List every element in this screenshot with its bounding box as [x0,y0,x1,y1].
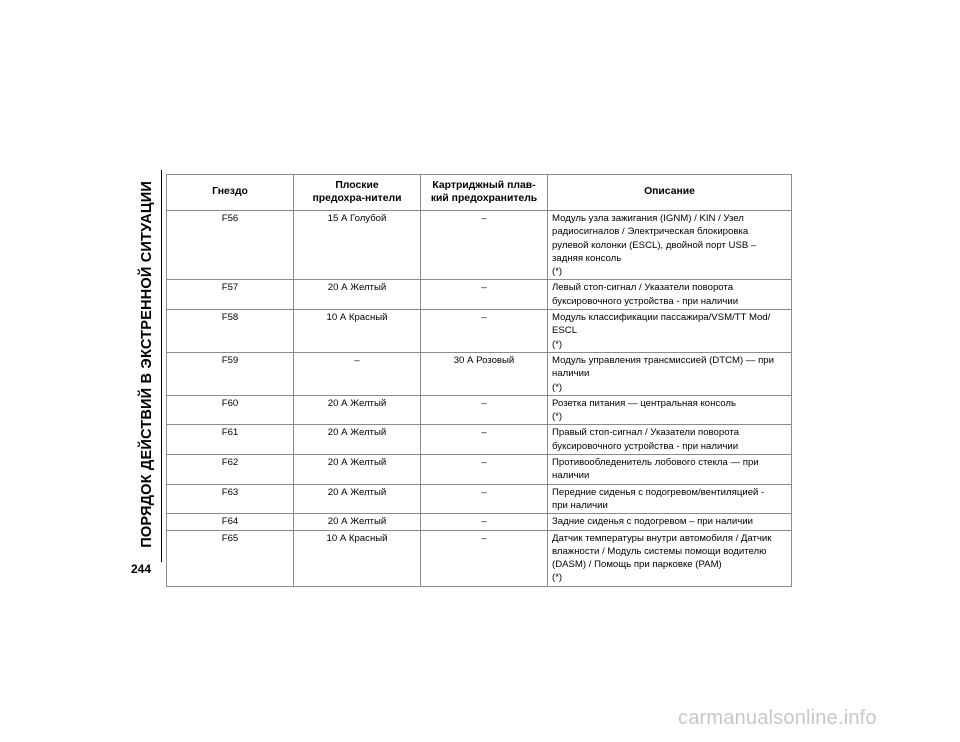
cell-cartridge-fuse: – [421,425,548,455]
description-line: рулевой колонки (ESCL), двойной порт USB – [552,239,757,251]
cell-socket: F62 [167,455,294,485]
table-row [167,352,792,395]
header-cartridge-fuse [421,175,548,211]
cell-blade-fuse: 20 А Желтый [294,395,421,425]
table-row [167,280,792,310]
cell-blade-fuse: 15 А Голубой [294,211,421,280]
cell-description [548,395,792,425]
header-socket: Гнездо [167,175,294,211]
cell-blade-fuse: 20 А Желтый [294,425,421,455]
header-description: Описание [548,175,792,211]
description-line: (*) [552,572,563,584]
table-row [167,425,792,455]
cell-cartridge-fuse: – [421,211,548,280]
description-line: буксировочного устройства - при наличии [552,440,739,452]
cell-socket: F65 [167,530,294,586]
cell-socket: F58 [167,310,294,353]
cell-socket: F59 [167,352,294,395]
cell-cartridge-fuse: – [421,484,548,514]
description-line: Задние сиденья с подогревом – при наличии [552,516,753,528]
description-line: Розетка питания — центральная консоль [552,397,737,409]
description-line: наличии [552,368,590,380]
cell-cartridge-fuse: – [421,455,548,485]
cell-description [548,280,792,310]
cell-cartridge-fuse: – [421,280,548,310]
cell-blade-fuse: 20 А Желтый [294,514,421,530]
description-line: радиосигналов / Электрическая блокировка [552,226,749,238]
fuse-table-body [167,211,792,587]
description-line: (*) [552,266,563,278]
header-blade-fuses-label: Плоские предохра-нители [312,179,402,204]
description-line: Передние сиденья с подогревом/вентиляцией - [552,486,765,498]
description-line: Датчик температуры внутри автомобиля / Датчик [552,532,772,544]
cell-cartridge-fuse: – [421,310,548,353]
cell-description [548,530,792,586]
section-title [132,170,162,558]
section-title-text: ПОРЯДОК ДЕЙСТВИЙ В ЭКСТРЕННОЙ СИТУАЦИИ [139,180,155,548]
cell-blade-fuse: 10 А Красный [294,310,421,353]
cell-socket: F63 [167,484,294,514]
cell-cartridge-fuse: – [421,514,548,530]
cell-blade-fuse: 20 А Желтый [294,484,421,514]
description-line: ESCL [552,325,578,337]
table-row [167,310,792,353]
description-line: задняя консоль [552,252,622,264]
page-number: 244 [131,562,152,576]
table-row [167,395,792,425]
description-line: наличии [552,470,590,482]
fuse-table [166,174,792,587]
description-line: (*) [552,411,563,423]
cell-blade-fuse: 20 А Желтый [294,455,421,485]
description-line: при наличии [552,499,608,511]
cell-blade-fuse: – [294,352,421,395]
description-line: Левый стоп-сигнал / Указатели поворота [552,282,734,294]
cell-socket: F57 [167,280,294,310]
cell-cartridge-fuse: – [421,530,548,586]
description-line: (DASM) / Помощь при парковке (PAM) [552,559,722,571]
description-line: буксировочного устройства - при наличии [552,295,739,307]
description-line: Модуль классификации пассажира/VSM/TT Mod/ [552,312,771,324]
description-line: Модуль узла зажигания (IGNM) / KIN / Узел [552,213,744,224]
header-cartridge-fuse-label: Картриджный плав-кий предохранитель [430,179,538,204]
cell-description [548,484,792,514]
table-row [167,484,792,514]
table-row [167,211,792,280]
cell-description [548,352,792,395]
cell-description [548,455,792,485]
description-line: (*) [552,338,563,350]
cell-cartridge-fuse: – [421,395,548,425]
header-blade-fuses [294,175,421,211]
description-line: Противообледенитель лобового стекла — при [552,457,759,469]
description-line: Модуль управления трансмиссией (DTCM) — при [552,354,775,366]
cell-blade-fuse: 20 А Желтый [294,280,421,310]
cell-socket: F61 [167,425,294,455]
description-line: влажности / Модуль системы помощи водителю [552,545,767,557]
table-row [167,514,792,530]
description-line: (*) [552,381,563,393]
cell-cartridge-fuse: 30 А Розовый [421,352,548,395]
section-divider [161,170,162,562]
cell-socket: F60 [167,395,294,425]
cell-blade-fuse: 10 А Красный [294,530,421,586]
watermark: carmanualsonline.info [678,707,877,729]
description-line: Правый стоп-сигнал / Указатели поворота [552,427,739,439]
table-header-row [167,175,792,211]
cell-description [548,211,792,280]
table-row [167,530,792,586]
cell-socket: F64 [167,514,294,530]
table-row [167,455,792,485]
cell-socket: F56 [167,211,294,280]
cell-description [548,514,792,530]
cell-description [548,425,792,455]
cell-description [548,310,792,353]
